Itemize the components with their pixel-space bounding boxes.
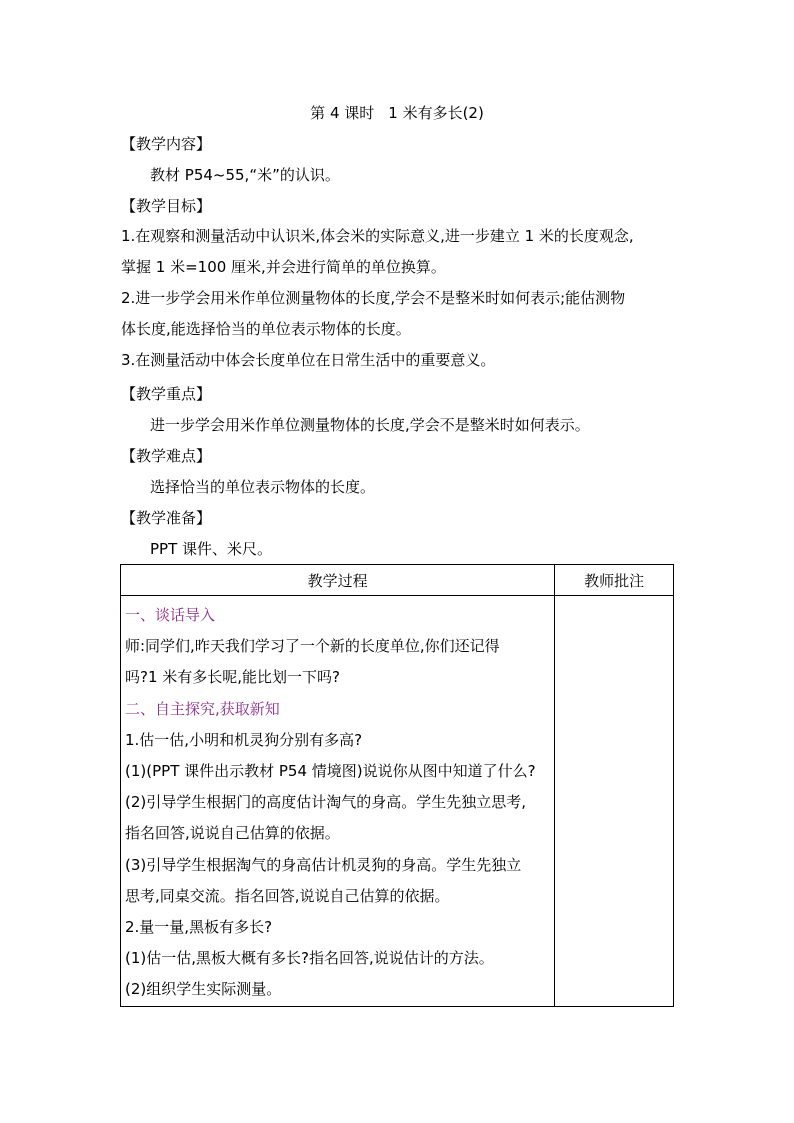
process-column-header: 教学过程 <box>121 565 555 596</box>
process-line: (3)引导学生根据淘气的身高估计机灵狗的身高。学生先独立 <box>125 855 522 874</box>
process-cell <box>121 596 555 1007</box>
process-line: 思考,同桌交流。指名回答,说说自己估算的依据。 <box>125 886 450 905</box>
process-line: 指名回答,说说自己估算的依据。 <box>125 824 340 843</box>
content-heading: 【教学内容】 <box>121 135 212 153</box>
goal-line: 1.在观察和测量活动中认识米,体会米的实际意义,进一步建立 1 米的长度观念, <box>121 227 634 245</box>
key-point-text: 进一步学会用米作单位测量物体的长度,学会不是整米时如何表示。 <box>150 416 590 434</box>
process-line: 师:同学们,昨天我们学习了一个新的长度单位,你们还记得 <box>125 637 500 656</box>
difficulty-text: 选择恰当的单位表示物体的长度。 <box>150 478 376 496</box>
content-text: 教材 P54~55,“米”的认识。 <box>150 166 340 184</box>
goals-heading: 【教学目标】 <box>121 197 212 215</box>
process-line: (2)引导学生根据门的高度估计淘气的身高。学生先独立思考, <box>125 793 527 812</box>
process-line: (1)估一估,黑板大概有多长?指名回答,说说估计的方法。 <box>125 949 494 968</box>
goals-list <box>121 221 681 376</box>
goal-line: 3.在测量活动中体会长度单位在日常生活中的重要意义。 <box>121 351 496 369</box>
goal-line: 体长度,能选择恰当的单位表示物体的长度。 <box>121 320 411 338</box>
section-heading: 二、自主探究,获取新知 <box>125 699 280 718</box>
difficulty-heading: 【教学难点】 <box>121 447 212 465</box>
teacher-notes-cell <box>555 596 674 1007</box>
process-line: 2.量一量,黑板有多长? <box>125 918 273 937</box>
process-line: 吗?1 米有多长呢,能比划一下吗? <box>125 668 341 687</box>
lesson-title: 1 米有多长(2) <box>388 104 484 122</box>
preparation-heading: 【教学准备】 <box>121 509 212 527</box>
page-title <box>0 102 794 124</box>
table-header-row <box>121 565 674 596</box>
preparation-text: PPT 课件、米尺。 <box>150 540 273 558</box>
process-line: (2)组织学生实际测量。 <box>125 980 282 999</box>
goal-line: 掌握 1 米=100 厘米,并会进行简单的单位换算。 <box>121 258 446 276</box>
process-line: 1.估一估,小明和机灵狗分别有多高? <box>125 730 363 749</box>
key-point-heading: 【教学重点】 <box>121 385 212 403</box>
section-heading: 一、谈话导入 <box>125 606 216 624</box>
goal-line: 2.进一步学会用米作单位测量物体的长度,学会不是整米时如何表示;能估测物 <box>121 289 626 307</box>
process-line: (1)(PPT 课件出示教材 P54 情境图)说说你从图中知道了什么? <box>125 762 536 781</box>
lesson-table <box>120 564 674 1007</box>
table-row <box>121 596 674 1007</box>
notes-column-header: 教师批注 <box>555 565 674 596</box>
lesson-number: 第 4 课时 <box>310 104 375 122</box>
